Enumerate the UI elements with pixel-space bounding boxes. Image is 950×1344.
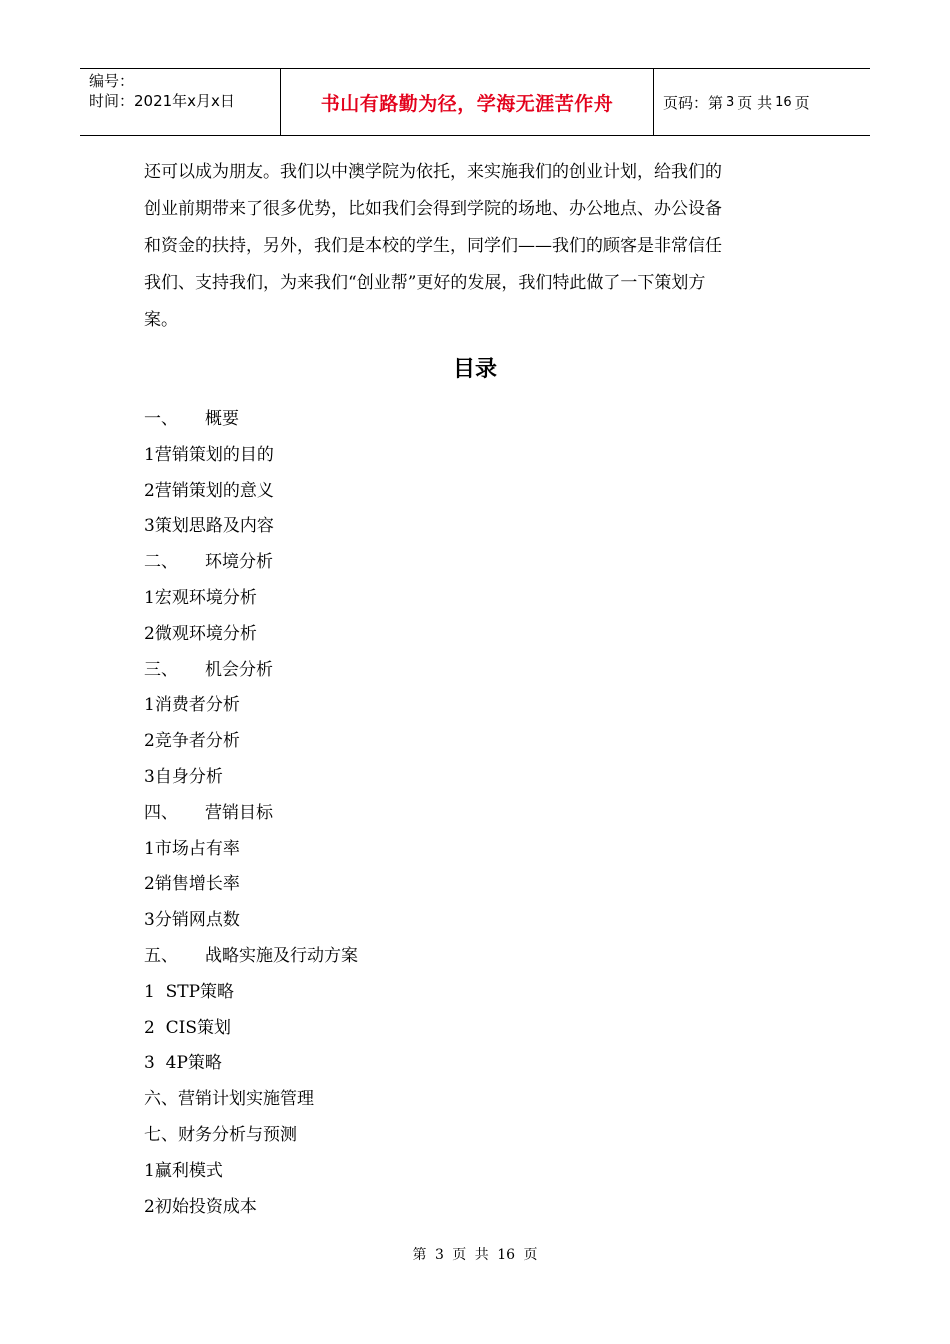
toc-item: 1宏观环境分析 — [144, 587, 257, 608]
toc-item: 二、 环境分析 — [144, 552, 274, 573]
toc-item: 2营销策划的意义 — [144, 480, 274, 501]
header-motto: 书山有路勤为径，学海无涯苦作舟 — [281, 69, 654, 135]
toc-item: 1消费者分析 — [144, 695, 240, 716]
toc-item: 2 CIS策划 — [144, 1017, 231, 1038]
header-info-cell — [80, 69, 281, 135]
toc-item: 3自身分析 — [144, 766, 223, 787]
toc-item: 五、 战略实施及行动方案 — [144, 945, 359, 966]
toc-title: 目录 — [452, 357, 497, 382]
toc-item: 六、营销计划实施管理 — [144, 1089, 314, 1110]
toc-item: 1市场占有率 — [144, 838, 240, 859]
table-of-contents — [144, 402, 358, 1225]
intro-line: 我们、支持我们，为来我们“创业帮”更好的发展，我们特此做了一下策划方 — [144, 273, 706, 293]
toc-item: 一、 概要 — [144, 409, 240, 429]
toc-item: 1赢利模式 — [144, 1160, 223, 1181]
page-current: 3 — [726, 94, 735, 110]
header-page-info — [654, 69, 870, 135]
intro-line: 还可以成为朋友。我们以中澳学院为依托，来实施我们的创业计划，给我们的 — [144, 162, 722, 182]
toc-item: 2销售增长率 — [144, 874, 240, 895]
toc-item: 三、 机会分析 — [144, 659, 274, 680]
page-suffix: 页 — [794, 93, 810, 112]
intro-line: 案。 — [144, 310, 178, 330]
document-date-label: 时间：2021年x月x日 — [89, 92, 235, 110]
page-footer: 第 3 页 共 16 页 — [412, 1247, 538, 1263]
page-mid: 页 共 — [737, 93, 773, 112]
document-number-label: 编号： — [89, 72, 135, 90]
toc-item: 3分销网点数 — [144, 910, 240, 931]
toc-item: 2初始投资成本 — [144, 1196, 257, 1217]
toc-item: 3 4P策略 — [144, 1053, 222, 1074]
page-header — [80, 68, 870, 136]
page-total: 16 — [775, 94, 792, 110]
toc-item: 3策划思路及内容 — [144, 516, 274, 537]
toc-item: 1营销策划的目的 — [144, 444, 274, 465]
intro-paragraph — [144, 154, 809, 339]
toc-item: 1 STP策略 — [144, 981, 235, 1002]
toc-item: 七、财务分析与预测 — [144, 1124, 297, 1145]
toc-item: 2竞争者分析 — [144, 731, 240, 752]
intro-line: 和资金的扶持，另外，我们是本校的学生，同学们——我们的顾客是非常信任 — [144, 236, 722, 256]
page-prefix: 页码：第 — [663, 93, 724, 112]
toc-item: 四、 营销目标 — [144, 802, 274, 823]
intro-line: 创业前期带来了很多优势，比如我们会得到学院的场地、办公地点、办公设备 — [144, 199, 722, 219]
toc-item: 2微观环境分析 — [144, 623, 257, 644]
